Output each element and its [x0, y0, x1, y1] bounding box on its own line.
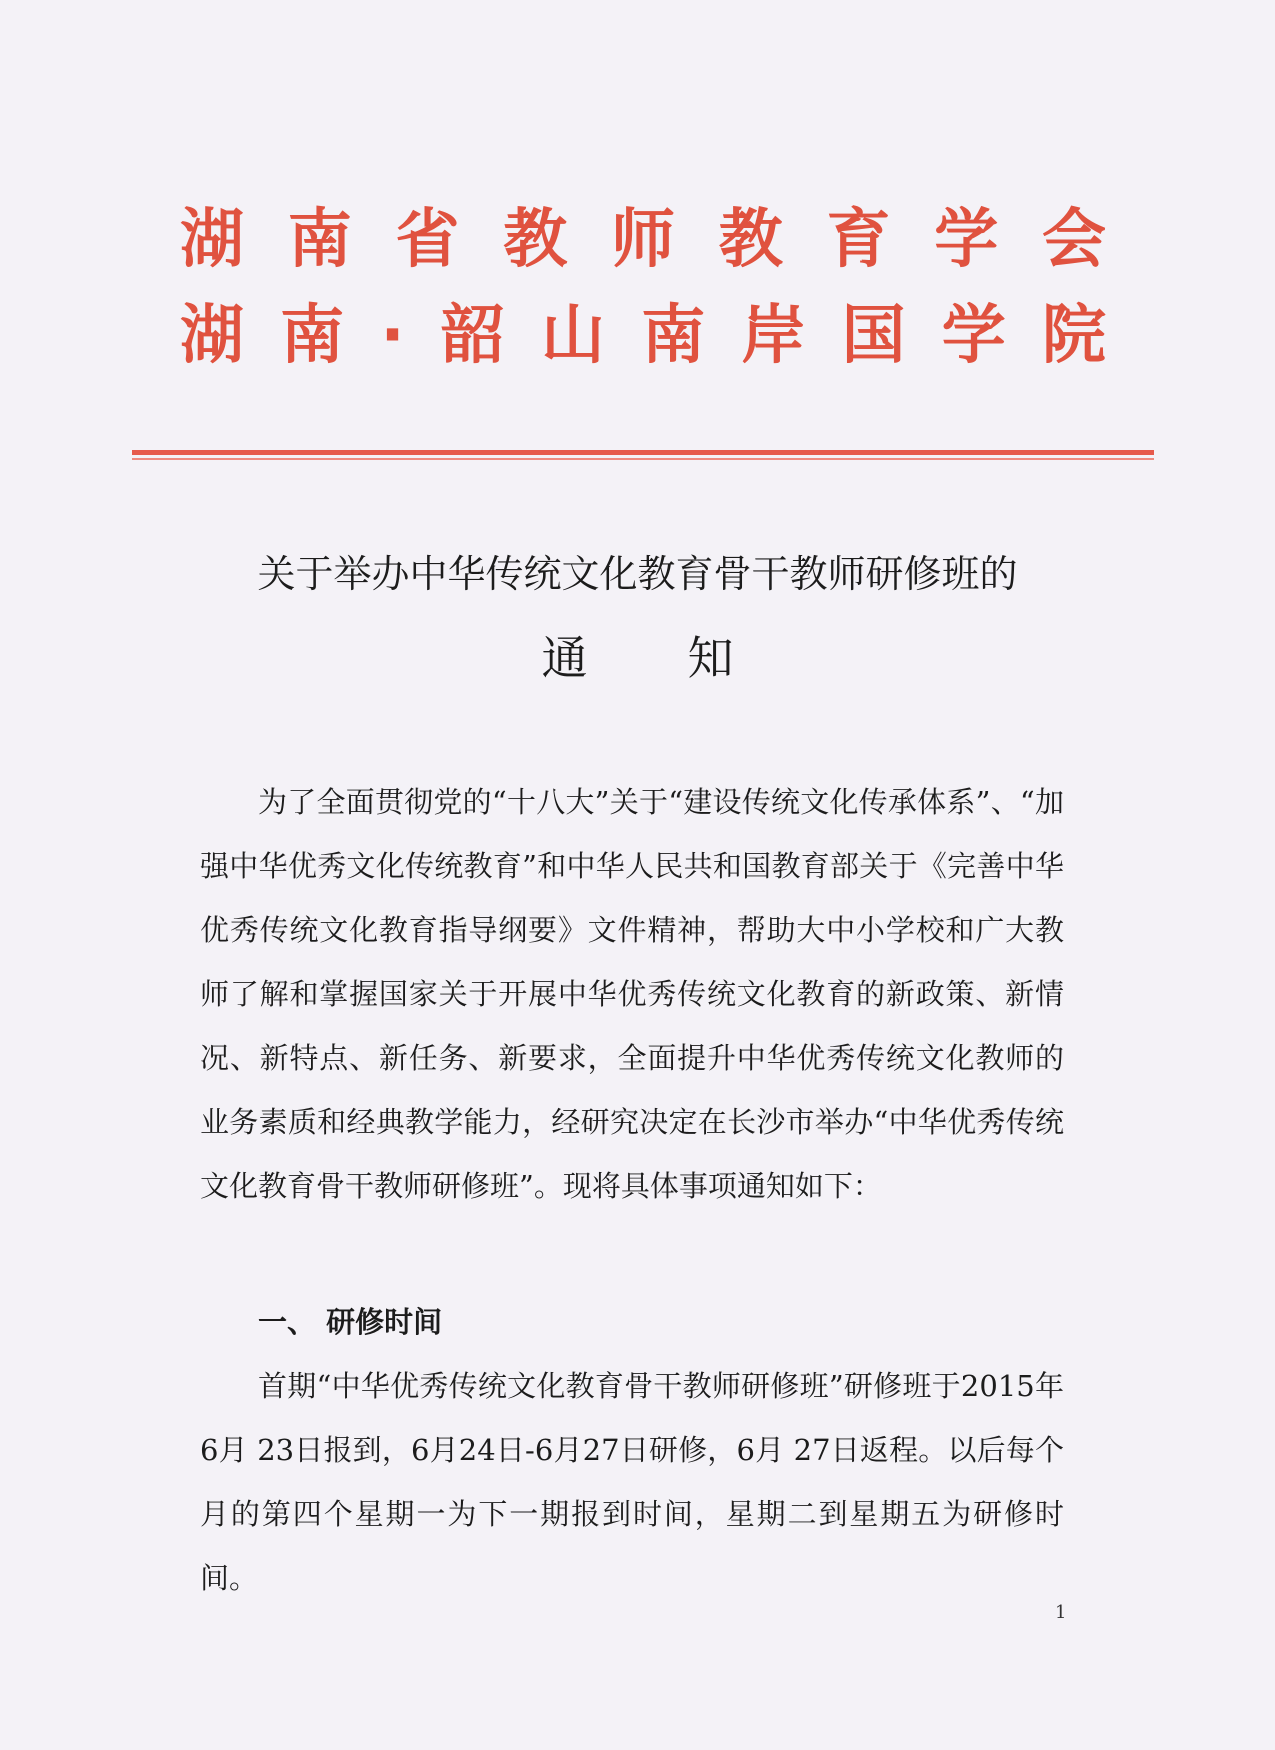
body-paragraph-1: 为了全面贯彻党的“十八大”关于“建设传统文化传承体系”、“加强中华优秀文化传统教育”和中华人民共和国教育部关于《完善中华优秀传统文化教育指导纲要》文件精神，帮助大中小学校和广大教师了解和掌握国家关于开展中华优秀传统文化教育的新政策、新情况、新特点、新任务、新要求，全面提升中华优秀传统文化教师的业务素质和经典教学能力，经研究决定在长沙市举办“中华优秀传统文化教育骨干教师研修班”。现将具体事项通知如下： [200, 785, 1064, 1203]
issuer-name-line-2: 湖南·韶山南岸国学院 [180, 299, 1110, 373]
document-title-line-1: 关于举办中华传统文化教育骨干教师研修班的 [257, 552, 1018, 596]
red-header-rule-thin [132, 458, 1154, 460]
page-number: 1 [1055, 1602, 1067, 1623]
red-header-rule [132, 450, 1154, 455]
section-heading-1: 一、 研修时间 [258, 1305, 443, 1339]
document-title-line-2: 通知 [541, 631, 834, 685]
issuer-name-line-1: 湖南省教师教育学会 [180, 203, 1110, 277]
body-paragraph-2: 首期“中华优秀传统文化教育骨干教师研修班”研修班于2015年6月 23日报到，6月24日-6月27日研修，6月 27日返程。以后每个月的第四个星期一为下一期报到时间，星期二到星期五为研修时间。 [200, 1369, 1064, 1595]
